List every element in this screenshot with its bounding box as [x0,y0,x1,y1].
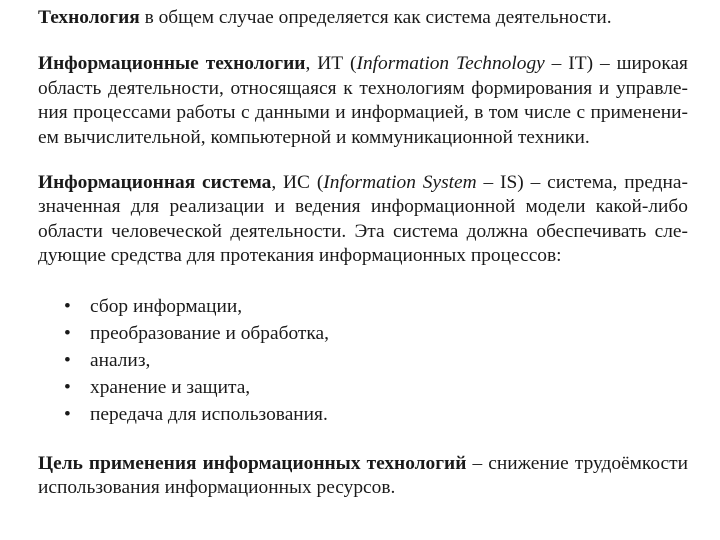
definition-text: – снижение трудоёмкости [466,452,689,474]
definition-text: – IT) – широкая [544,53,688,75]
abbreviation-text: , ИТ ( [305,53,357,75]
paragraph-it-goal [38,452,688,501]
term-it-goal: Цель применения информационных технологий [38,452,467,474]
bullet-icon: • [64,377,71,399]
list-item-text: преобразование и обработка, [90,322,329,344]
paragraph-technology-definition [38,6,688,30]
paragraph-line [38,52,688,76]
term-information-system: Информационная система [38,172,272,194]
paragraph-line: ем вычислительной, компьютерной и коммуникационной техники. [38,126,590,148]
list-item-text: хранение и защита, [90,377,251,399]
bullet-icon: • [64,295,71,317]
list-item [38,320,688,347]
paragraph-line: дующие средства для протекания информационных процессов: [38,245,562,267]
paragraph-line: область деятельности, относящаяся к технологиям формирования и управле- [38,77,688,99]
paragraph-line [38,171,688,195]
process-bullet-list [38,293,688,429]
paragraph-line: ния процессами работы с данными и информацией, в том числе с применени- [38,102,688,124]
bullet-icon: • [64,404,71,426]
definition-text: – IS) – система, предна- [476,172,688,194]
term-technology: Технология [38,7,140,28]
bullet-icon: • [64,322,71,344]
list-item [38,401,688,428]
paragraph-line [38,452,688,476]
paragraph-information-system [38,171,688,269]
english-term: Information System [323,172,477,194]
document-page [38,6,688,500]
list-item [38,347,688,374]
paragraph-information-technologies [38,52,688,150]
bullet-icon: • [64,350,71,372]
definition-text: в общем случае определяется как система деятельности. [139,7,612,28]
list-item-text: сбор информации, [90,295,243,317]
list-item-text: анализ, [90,350,151,372]
english-term: Information Technology [356,53,545,75]
list-item [38,374,688,401]
abbreviation-text: , ИС ( [271,172,324,194]
list-item [38,293,688,320]
paragraph-line: значенная для реализации и ведения информационной модели какой-либо [38,196,688,218]
list-item-text: передача для использования. [90,404,328,426]
paragraph-line: использования информационных ресурсов. [38,477,396,499]
term-information-technologies: Информационные технологии [38,53,306,75]
paragraph-line: области человеческой деятельности. Эта система должна обеспечивать сле- [38,220,688,242]
